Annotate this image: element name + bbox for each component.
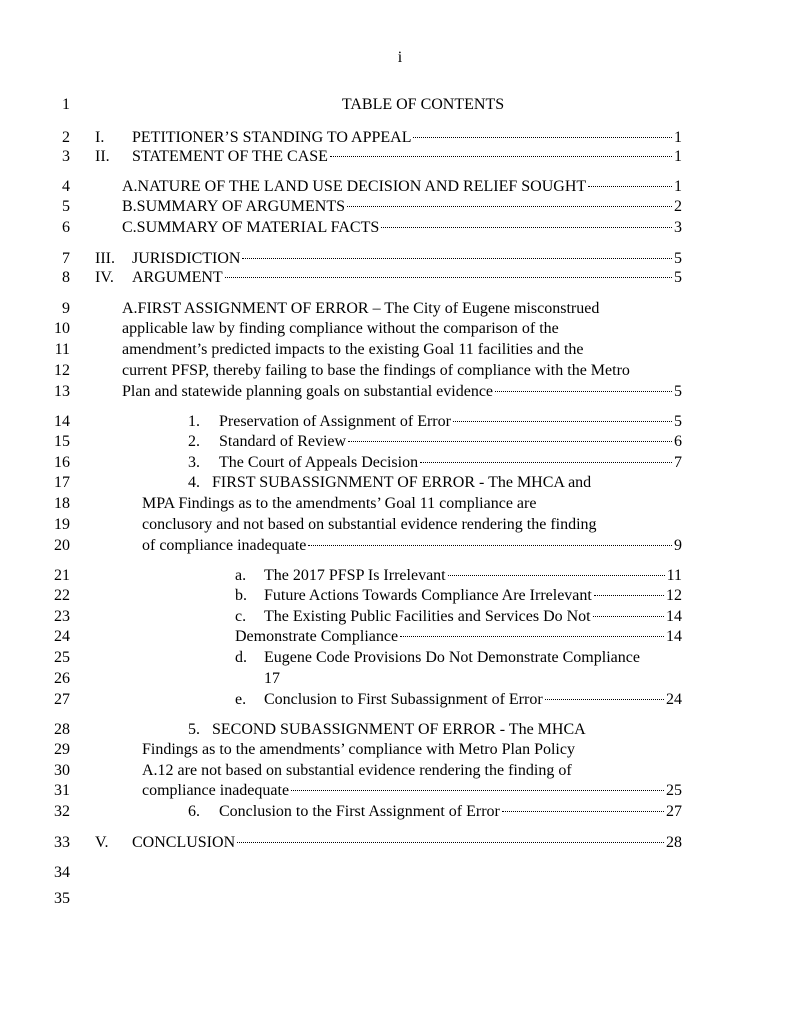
entry-text: Conclusion to First Subassignment of Error	[264, 691, 543, 708]
dot-leader	[453, 421, 672, 422]
toc-entry-line[interactable]: 5. SECOND SUBASSIGNMENT OF ERROR - The MHCA	[188, 721, 586, 738]
toc-entry-line: applicable law by finding compliance without the comparison of the	[122, 320, 559, 337]
entry-page: 3	[674, 219, 682, 236]
entry-page: 14	[666, 608, 682, 625]
line-number: 26	[54, 670, 70, 687]
toc-entry[interactable]	[235, 567, 682, 585]
toc-entry[interactable]	[95, 148, 682, 166]
line-number: 15	[54, 433, 70, 450]
line-number: 11	[54, 341, 70, 358]
toc-entry[interactable]	[235, 587, 682, 605]
toc-entry[interactable]	[122, 383, 682, 401]
entry-text: STATEMENT OF THE CASE	[132, 148, 328, 165]
toc-entry[interactable]	[122, 198, 682, 216]
dot-leader	[420, 462, 672, 463]
dot-leader	[502, 811, 664, 812]
toc-entry[interactable]	[142, 537, 682, 555]
dot-leader	[545, 699, 664, 700]
entry-number: IV.	[95, 269, 114, 286]
entry-text: Conclusion to the First Assignment of Error	[219, 803, 500, 820]
entry-page: 1	[674, 178, 682, 195]
line-number: 29	[54, 741, 70, 758]
line-number: 34	[54, 864, 70, 881]
entry-page: 2	[674, 198, 682, 215]
line-number: 31	[54, 782, 70, 799]
entry-page: 14	[666, 628, 682, 645]
dot-leader	[330, 156, 672, 157]
line-number: 7	[62, 250, 70, 267]
entry-text: The Court of Appeals Decision	[219, 454, 419, 471]
line-number: 24	[54, 628, 70, 645]
dot-leader	[242, 258, 672, 259]
toc-entry[interactable]	[235, 649, 640, 667]
line-number: 17	[54, 474, 70, 491]
entry-text: The 2017 PFSP Is Irrelevant	[264, 567, 446, 584]
line-number: 1	[62, 96, 70, 113]
entry-page: 25	[666, 782, 682, 799]
line-number: 9	[62, 300, 70, 317]
entry-page: 11	[666, 567, 682, 584]
entry-page: 5	[674, 413, 682, 430]
entry-number: I.	[95, 129, 105, 146]
toc-entry-line: current PFSP, thereby failing to base the findings of compliance with the Metro	[122, 362, 630, 379]
toc-entry[interactable]	[122, 219, 682, 237]
entry-text: CONCLUSION	[132, 834, 236, 851]
dot-leader	[413, 137, 672, 138]
entry-text: of compliance inadequate	[142, 537, 307, 554]
line-number: 28	[54, 721, 70, 738]
entry-text: A.NATURE OF THE LAND USE DECISION AND RELIEF SOUGHT	[122, 178, 587, 195]
toc-entry-line: MPA Findings as to the amendments’ Goal 11 compliance are	[142, 495, 537, 512]
line-number: 4	[62, 178, 70, 195]
entry-page: 5	[674, 250, 682, 267]
entry-page: 27	[666, 803, 682, 820]
line-number: 14	[54, 413, 70, 430]
toc-entry-line: Findings as to the amendments’ compliance with Metro Plan Policy	[142, 741, 575, 758]
toc-entry[interactable]	[188, 413, 682, 431]
line-number: 23	[54, 608, 70, 625]
dot-leader	[593, 616, 664, 617]
entry-text: compliance inadequate	[142, 782, 290, 799]
toc-entry-line[interactable]: 4. FIRST SUBASSIGNMENT OF ERROR - The MHCA and	[188, 474, 592, 491]
entry-text: JURISDICTION	[132, 250, 241, 267]
toc-entry[interactable]	[188, 803, 682, 821]
entry-text: C.SUMMARY OF MATERIAL FACTS	[122, 219, 380, 236]
entry-page: 28	[666, 834, 682, 851]
toc-entry[interactable]	[95, 250, 682, 268]
toc-entry-line: amendment’s predicted impacts to the existing Goal 11 facilities and the	[122, 341, 584, 358]
toc-entry[interactable]	[235, 691, 682, 709]
line-number: 21	[54, 567, 70, 584]
toc-entry-line: A.12 are not based on substantial evidence rendering the finding of	[142, 762, 572, 779]
entry-page: 7	[674, 454, 682, 471]
line-number: 2	[62, 129, 70, 146]
entry-text: Plan and statewide planning goals on substantial evidence	[122, 383, 494, 400]
line-number: 8	[62, 269, 70, 286]
dot-leader	[348, 441, 672, 442]
toc-entry[interactable]	[188, 454, 682, 472]
dot-leader	[448, 575, 665, 576]
toc-entry[interactable]	[142, 782, 682, 800]
entry-page: 9	[674, 537, 682, 554]
toc-entry[interactable]	[95, 129, 682, 147]
toc-entry[interactable]	[235, 628, 682, 646]
line-number: 5	[62, 198, 70, 215]
entry-number: c.	[235, 608, 247, 625]
line-number: 12	[54, 362, 70, 379]
line-number: 22	[54, 587, 70, 604]
toc-entry[interactable]	[95, 834, 682, 852]
line-number: 10	[54, 320, 70, 337]
line-number: 6	[62, 219, 70, 236]
line-number: 19	[54, 516, 70, 533]
line-number: 32	[54, 803, 70, 820]
entry-number: 3.	[188, 454, 200, 471]
entry-text: Future Actions Towards Compliance Are Irrelevant	[264, 587, 592, 604]
page-title: TABLE OF CONTENTS	[341, 96, 505, 113]
dot-leader	[237, 842, 664, 843]
entry-number: d.	[235, 649, 247, 666]
entry-number: III.	[95, 250, 115, 267]
entry-page: 5	[674, 269, 682, 286]
line-number: 30	[54, 762, 70, 779]
toc-entry[interactable]	[188, 433, 682, 451]
entry-page: 6	[674, 433, 682, 450]
line-number: 13	[54, 383, 70, 400]
entry-page: 24	[666, 691, 682, 708]
entry-text: Preservation of Assignment of Error	[219, 413, 451, 430]
entry-number: V.	[95, 834, 109, 851]
toc-entry[interactable]	[235, 608, 682, 626]
entry-text: Demonstrate Compliance	[235, 628, 399, 645]
line-number: 25	[54, 649, 70, 666]
entry-number: b.	[235, 587, 247, 604]
dot-leader	[347, 206, 672, 207]
dot-leader	[594, 595, 664, 596]
entry-number: e.	[235, 691, 247, 708]
entry-number: 1.	[188, 413, 200, 430]
entry-text: PETITIONER’S STANDING TO APPEAL	[132, 129, 412, 146]
entry-page: 1	[674, 129, 682, 146]
entry-text: Eugene Code Provisions Do Not Demonstrate Compliance	[264, 649, 640, 666]
toc-entry-line[interactable]: A.FIRST ASSIGNMENT OF ERROR – The City of Eugene misconstrued	[122, 300, 600, 317]
line-number: 18	[54, 495, 70, 512]
dot-leader	[291, 790, 664, 791]
entry-number: 2.	[188, 433, 200, 450]
line-number: 3	[62, 148, 70, 165]
toc-entry-line: conclusory and not based on substantial evidence rendering the finding	[142, 516, 597, 533]
entry-text: B.SUMMARY OF ARGUMENTS	[122, 198, 346, 215]
dot-leader	[308, 545, 672, 546]
line-number: 35	[54, 890, 70, 907]
line-number: 16	[54, 454, 70, 471]
dot-leader	[588, 186, 672, 187]
entry-page: 17	[264, 670, 280, 687]
entry-page: 1	[674, 148, 682, 165]
toc-entry[interactable]	[122, 178, 682, 196]
page-number: i	[397, 49, 403, 66]
line-number: 20	[54, 537, 70, 554]
entry-text: ARGUMENT	[132, 269, 223, 286]
entry-text: The Existing Public Facilities and Services Do Not	[264, 608, 591, 625]
dot-leader	[400, 636, 664, 637]
entry-page: 5	[674, 383, 682, 400]
entry-page: 12	[666, 587, 682, 604]
entry-text: Standard of Review	[219, 433, 347, 450]
entry-number: II.	[95, 148, 110, 165]
entry-number: 6.	[188, 803, 200, 820]
line-number: 27	[54, 691, 70, 708]
line-number: 33	[54, 834, 70, 851]
dot-leader	[381, 227, 672, 228]
dot-leader	[225, 277, 672, 278]
dot-leader	[495, 391, 672, 392]
toc-entry[interactable]	[95, 269, 682, 287]
entry-number: a.	[235, 567, 247, 584]
